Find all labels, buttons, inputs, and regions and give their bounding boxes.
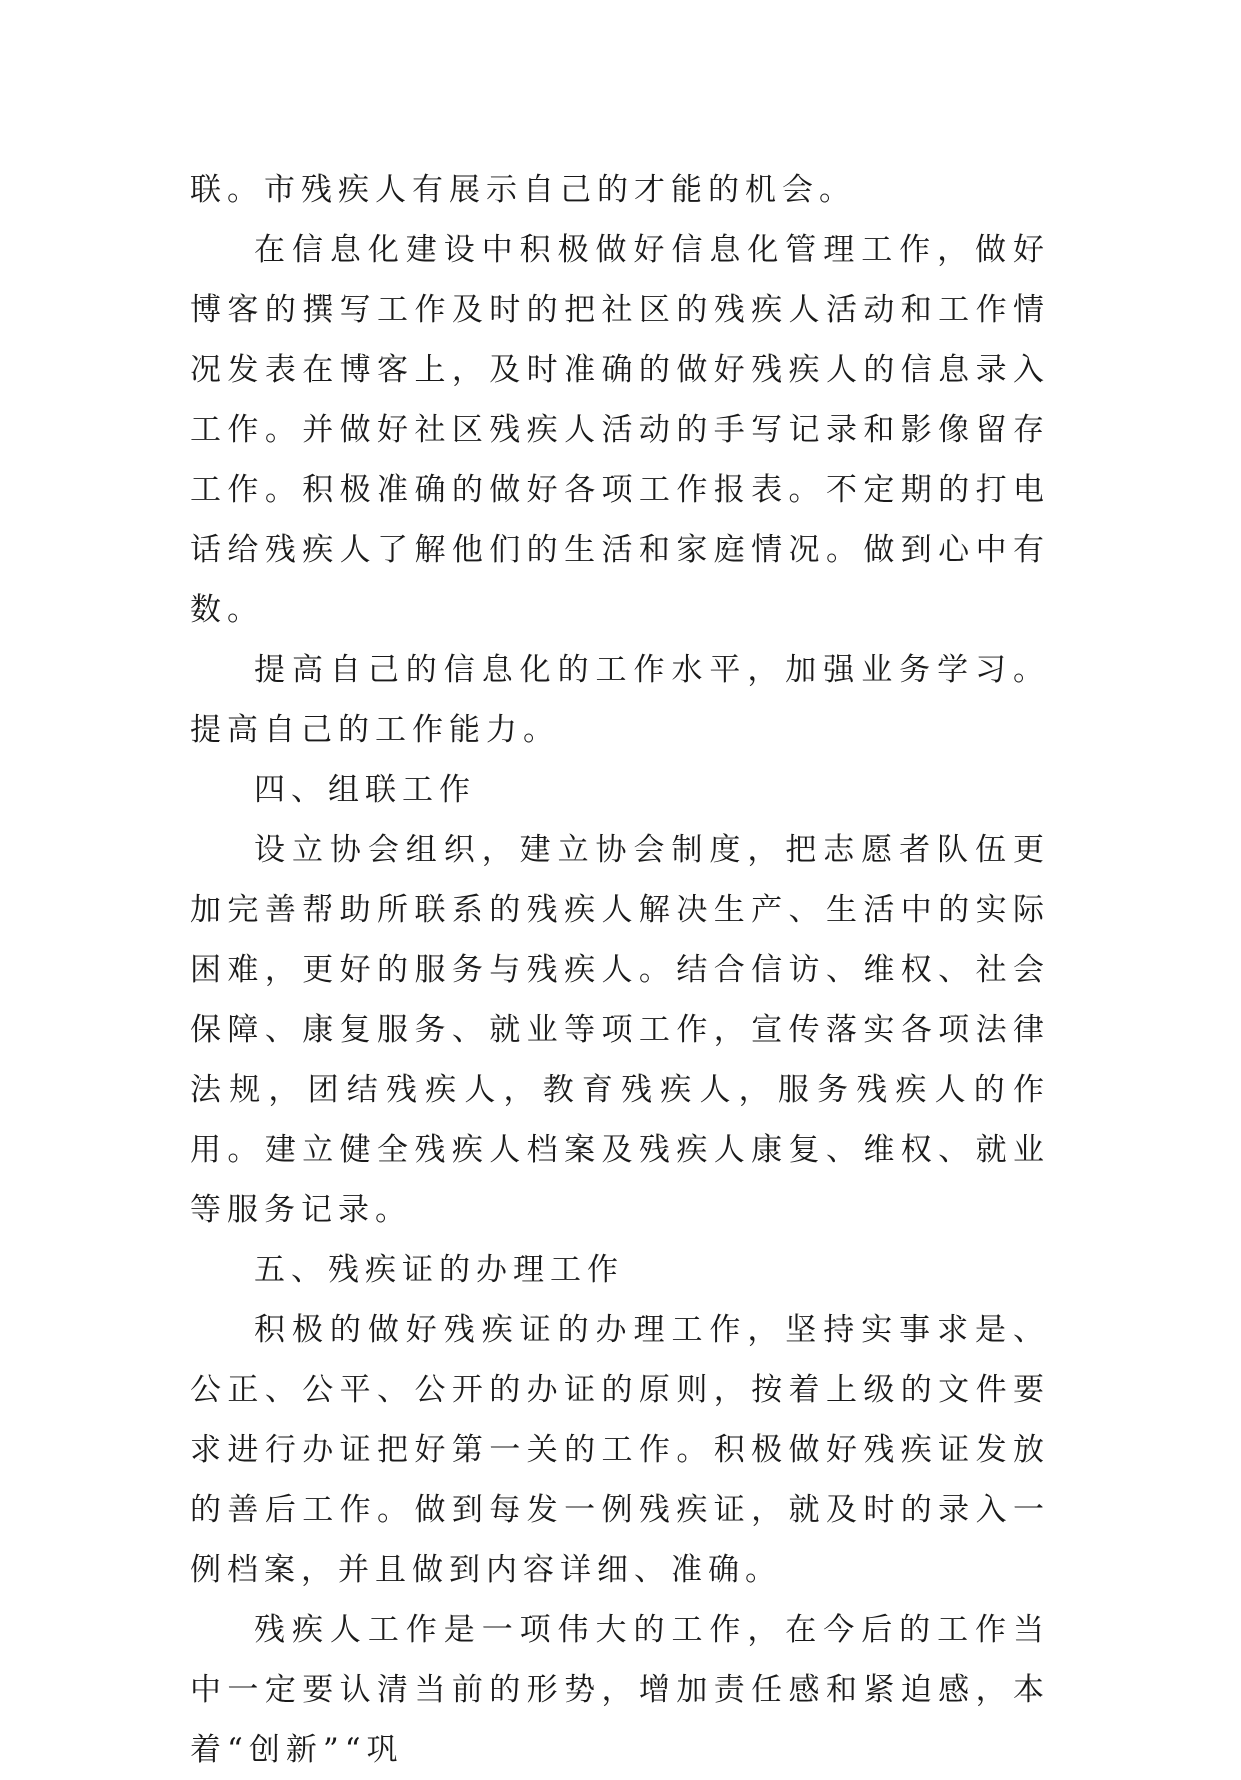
paragraph-skills: 提高自己的信息化的工作水平，加强业务学习。提高自己的工作能力。: [190, 652, 1050, 748]
paragraph-organization: 设立协会组织，建立协会制度，把志愿者队伍更加完善帮助所联系的残疾人解决生产、生活中的实际困难，更好的服务与残疾人。结合信访、维权、社会保障、康复服务、就业等项工作，宣传落实各项法律法规，团结残疾人，教育残疾人，服务残疾人的作用。建立健全残疾人档案及残疾人康复、维权、就业等服务记录。: [190, 832, 1050, 1228]
paragraph-conclusion: 残疾人工作是一项伟大的工作，在今后的工作当中一定要认清当前的形势，增加责任感和紧迫感，本着“创新”“巩: [190, 1612, 1050, 1768]
section-heading-certificate: 五、残疾证的办理工作: [254, 1252, 624, 1288]
paragraph-certificate: 积极的做好残疾证的办理工作，坚持实事求是、公正、公平、公开的办证的原则，按着上级的文件要求进行办证把好第一关的工作。积极做好残疾证发放的善后工作。做到每发一例残疾证，就及时的录入一例档案，并且做到内容详细、准确。: [190, 1312, 1050, 1588]
paragraph-informatization: 在信息化建设中积极做好信息化管理工作，做好博客的撰写工作及时的把社区的残疾人活动和工作情况发表在博客上，及时准确的做好残疾人的信息录入工作。并做好社区残疾人活动的手写记录和影像留存工作。积极准确的做好各项工作报表。不定期的打电话给残疾人了解他们的生活和家庭情况。做到心中有数。: [190, 232, 1050, 628]
paragraph-continuation: 联。市残疾人有展示自己的才能的机会。: [190, 172, 856, 208]
section-heading-organization: 四、组联工作: [254, 772, 476, 808]
document-page: [190, 160, 1050, 1780]
